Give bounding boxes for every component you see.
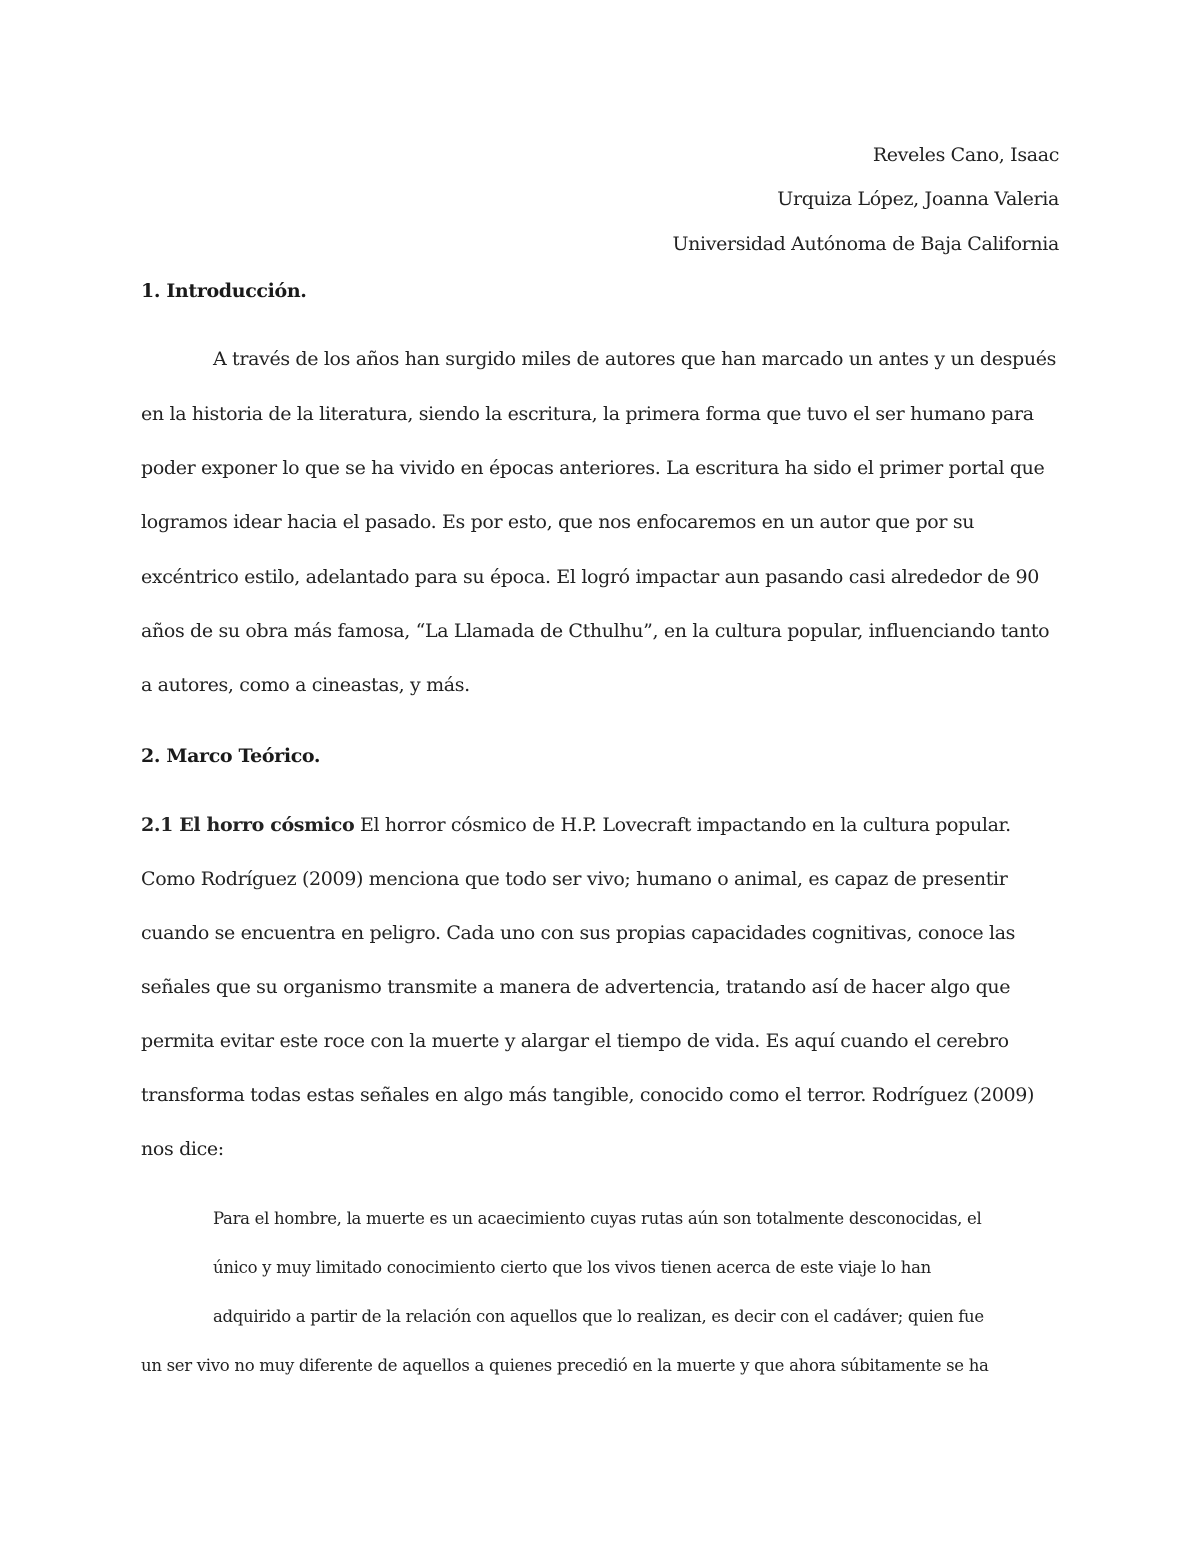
author-name-1: Reveles Cano, Isaac xyxy=(872,144,1059,166)
subsection-heading-horror-cosmico: 2.1 El horro cósmico xyxy=(141,814,355,836)
paragraph-line: excéntrico estilo, adelantado para su época. El logró impactar aun pasando casi alrededor de 90 xyxy=(141,566,1040,588)
paragraph-line: poder exponer lo que se ha vivido en épocas anteriores. La escritura ha sido el primer portal que xyxy=(141,457,1045,479)
paragraph-line: logramos idear hacia el pasado. Es por esto, que nos enfocaremos en un autor que por su xyxy=(141,511,975,533)
section-heading-marco-teorico: 2. Marco Teórico. xyxy=(141,745,321,767)
quote-line: adquirido a partir de la relación con aquellos que lo realizan, es decir con el cadáver; quien fue xyxy=(213,1307,984,1326)
paragraph-line: permita evitar este roce con la muerte y alargar el tiempo de vida. Es aquí cuando el cerebro xyxy=(141,1030,1009,1052)
paragraph-line: a autores, como a cineastas, y más. xyxy=(141,674,470,696)
author-affiliation: Universidad Autónoma de Baja California xyxy=(672,233,1059,255)
paragraph-line: A través de los años han surgido miles de autores que han marcado un antes y un después xyxy=(213,348,1057,370)
author-name-2: Urquiza López, Joanna Valeria xyxy=(777,188,1059,210)
quote-line: Para el hombre, la muerte es un acaecimiento cuyas rutas aún son totalmente desconocidas, el xyxy=(213,1209,982,1228)
subsection-title-text: El horror cósmico de H.P. Lovecraft impactando en la cultura popular. xyxy=(354,814,1011,836)
section-heading-introduccion: 1. Introducción. xyxy=(141,280,307,302)
paragraph-line: cuando se encuentra en peligro. Cada uno con sus propias capacidades cognitivas, conoce las xyxy=(141,922,1016,944)
subsection-first-line xyxy=(141,814,1011,836)
paragraph-line: Como Rodríguez (2009) menciona que todo ser vivo; humano o animal, es capaz de presentir xyxy=(141,868,1008,890)
quote-line: único y muy limitado conocimiento cierto que los vivos tienen acerca de este viaje lo han xyxy=(213,1258,931,1277)
paragraph-line: señales que su organismo transmite a manera de advertencia, tratando así de hacer algo que xyxy=(141,976,1011,998)
paragraph-line: nos dice: xyxy=(141,1138,224,1160)
quote-line: un ser vivo no muy diferente de aquellos a quienes precedió en la muerte y que ahora súbitamente se ha xyxy=(141,1356,989,1375)
paragraph-line: años de su obra más famosa, “La Llamada de Cthulhu”, en la cultura popular, influenciando tanto xyxy=(141,620,1050,642)
paragraph-line: en la historia de la literatura, siendo la escritura, la primera forma que tuvo el ser humano para xyxy=(141,403,1034,425)
paragraph-line: transforma todas estas señales en algo más tangible, conocido como el terror. Rodríguez (2009) xyxy=(141,1084,1035,1106)
